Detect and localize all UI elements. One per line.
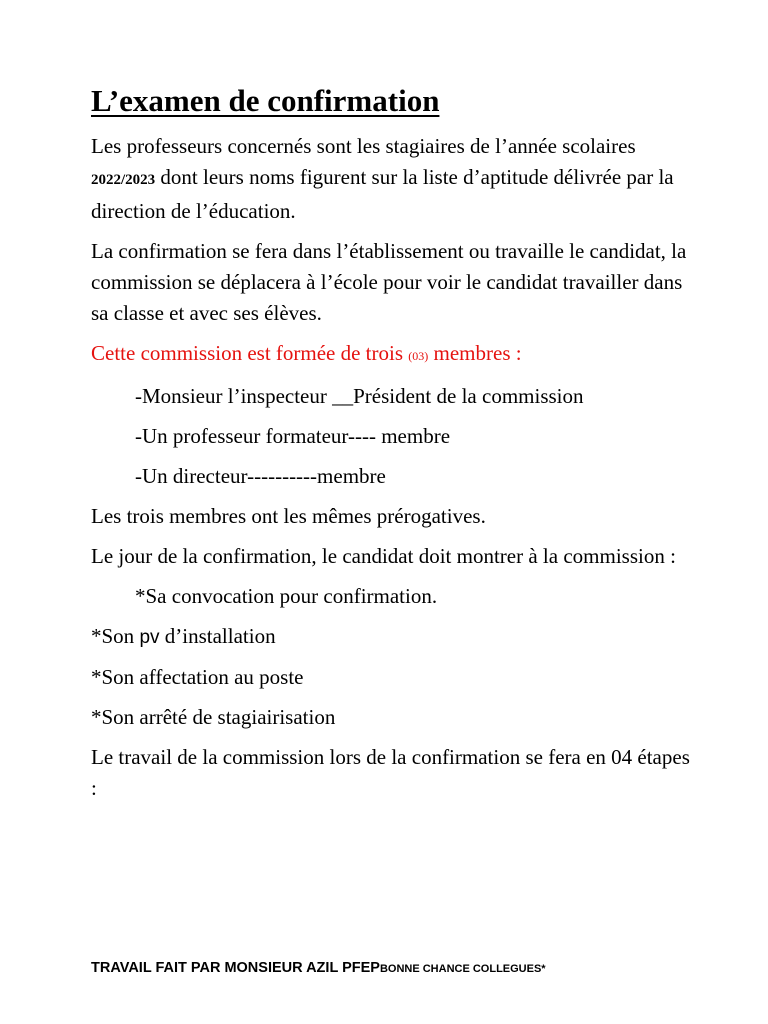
document-item-affectation: *Son affectation au poste (91, 665, 304, 690)
paragraph-prerogatives: Les trois membres ont les mêmes prérogatives. (91, 504, 486, 529)
document-item-arrete: *Son arrêté de stagiairisation (91, 705, 336, 730)
pv-abbreviation: pv (139, 627, 160, 649)
document-item-pv-text-2: d’installation (159, 624, 276, 649)
paragraph-trainees-text-1: Les professeurs concernés sont les stagiaires de l’année scolaires (91, 134, 636, 159)
member-item-director: -Un directeur----------membre (135, 464, 386, 489)
paragraph-steps: Le travail de la commission lors de la confirmation se fera en 04 étapes : (91, 745, 690, 801)
member-item-trainer: -Un professeur formateur---- membre (135, 424, 451, 449)
paragraph-trainees (91, 131, 691, 227)
document-item-pv-text-1: *Son (91, 624, 140, 649)
commission-intro-text-1: Cette commission est formée de trois (91, 341, 409, 366)
commission-intro (91, 338, 691, 372)
document-item-pv (91, 621, 691, 653)
footer-author: TRAVAIL FAIT PAR MONSIEUR AZIL PFEP (91, 960, 380, 976)
paragraph-documents-intro: Le jour de la confirmation, le candidat doit montrer à la commission : (91, 544, 676, 569)
member-item-inspector: -Monsieur l’inspecteur __Président de la commission (135, 384, 584, 409)
school-year: 2022/2023 (91, 172, 156, 189)
member-count: (03) (408, 349, 429, 364)
document-body (91, 82, 691, 813)
commission-intro-text-2: membres : (428, 341, 522, 366)
document-item-convocation: *Sa convocation pour confirmation. (135, 584, 438, 609)
document-title: L’examen de confirmation (91, 83, 440, 118)
page-footer (91, 960, 711, 976)
paragraph-location: La confirmation se fera dans l’établissement ou travaille le candidat, la commission se déplacera à l’école pour voir le candidat travailler dans sa classe et avec ses élèves. (91, 239, 687, 326)
footer-wishes: BONNE CHANCE COLLEGUES* (379, 963, 546, 975)
paragraph-trainees-text-2: dont leurs noms figurent sur la liste d’aptitude délivrée par la direction de l’éducation. (91, 165, 674, 224)
